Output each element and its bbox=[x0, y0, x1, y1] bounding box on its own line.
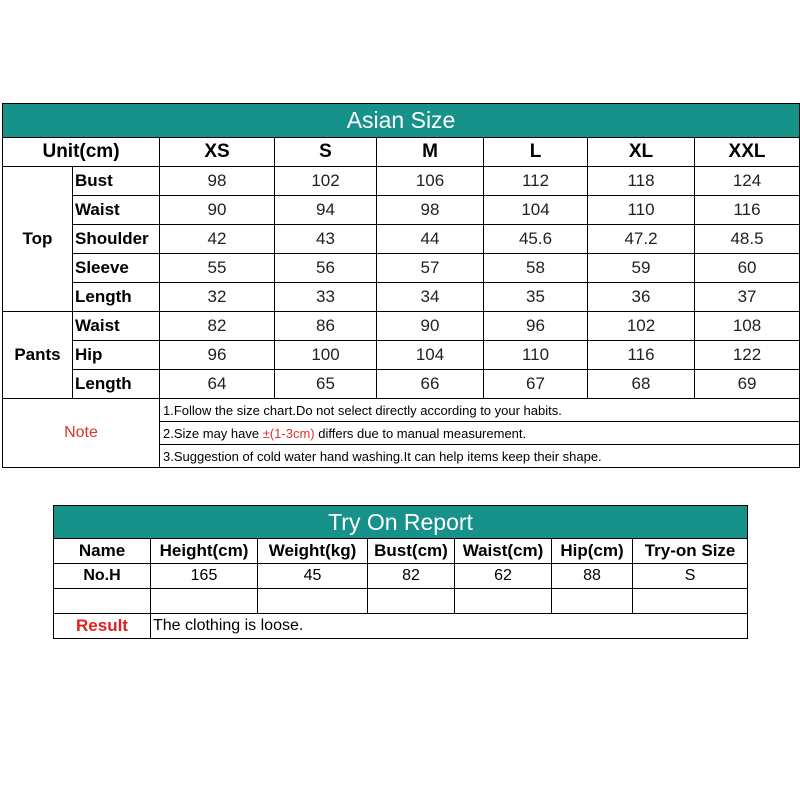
measure-value: 32 bbox=[160, 283, 275, 312]
measure-value: 110 bbox=[484, 341, 588, 370]
note-line-1: 1.Follow the size chart.Do not select directly according to your habits. bbox=[160, 399, 800, 422]
measure-value: 58 bbox=[484, 254, 588, 283]
table-row bbox=[3, 370, 800, 399]
measure-value: 65 bbox=[275, 370, 377, 399]
try-on-header: Try-on Size bbox=[633, 539, 748, 564]
measure-value: 118 bbox=[588, 167, 695, 196]
measure-value: 90 bbox=[160, 196, 275, 225]
measure-label: Length bbox=[73, 283, 160, 312]
table-row bbox=[3, 312, 800, 341]
measure-value: 36 bbox=[588, 283, 695, 312]
try-on-header: Name bbox=[54, 539, 151, 564]
size-header-m: M bbox=[377, 138, 484, 167]
measure-value: 55 bbox=[160, 254, 275, 283]
measure-value: 33 bbox=[275, 283, 377, 312]
measure-value: 67 bbox=[484, 370, 588, 399]
try-on-header: Bust(cm) bbox=[368, 539, 455, 564]
try-on-value: 45 bbox=[258, 564, 368, 589]
table-row bbox=[3, 167, 800, 196]
size-header-s: S bbox=[275, 138, 377, 167]
table-row bbox=[3, 225, 800, 254]
measure-label: Length bbox=[73, 370, 160, 399]
measure-value: 110 bbox=[588, 196, 695, 225]
note-line-2-tail: differs due to manual measurement. bbox=[314, 425, 527, 441]
empty-cell bbox=[151, 589, 258, 614]
measure-value: 98 bbox=[377, 196, 484, 225]
empty-cell bbox=[54, 589, 151, 614]
empty-cell bbox=[368, 589, 455, 614]
try-on-value: 88 bbox=[552, 564, 633, 589]
table-row bbox=[3, 196, 800, 225]
size-header-xl: XL bbox=[588, 138, 695, 167]
measure-value: 124 bbox=[695, 167, 800, 196]
pants-group-label: Pants bbox=[3, 312, 73, 399]
measure-value: 35 bbox=[484, 283, 588, 312]
table-row bbox=[3, 283, 800, 312]
measure-value: 48.5 bbox=[695, 225, 800, 254]
measure-value: 47.2 bbox=[588, 225, 695, 254]
measure-value: 94 bbox=[275, 196, 377, 225]
empty-cell bbox=[552, 589, 633, 614]
try-on-title: Try On Report bbox=[54, 506, 748, 539]
note-label: Note bbox=[3, 399, 160, 468]
measure-value: 86 bbox=[275, 312, 377, 341]
measure-value: 90 bbox=[377, 312, 484, 341]
measure-value: 96 bbox=[484, 312, 588, 341]
note-tolerance: ±(1-3cm) bbox=[262, 425, 315, 441]
tester-name: No.H bbox=[54, 564, 151, 589]
try-on-header: Waist(cm) bbox=[455, 539, 552, 564]
size-header-xs: XS bbox=[160, 138, 275, 167]
size-chart-table bbox=[2, 103, 800, 468]
measure-value: 82 bbox=[160, 312, 275, 341]
empty-cell bbox=[633, 589, 748, 614]
measure-value: 104 bbox=[377, 341, 484, 370]
measure-value: 116 bbox=[588, 341, 695, 370]
empty-cell bbox=[258, 589, 368, 614]
result-text: The clothing is loose. bbox=[151, 614, 748, 639]
size-header-xxl: XXL bbox=[695, 138, 800, 167]
measure-value: 69 bbox=[695, 370, 800, 399]
try-on-header: Hip(cm) bbox=[552, 539, 633, 564]
measure-value: 102 bbox=[588, 312, 695, 341]
table-row bbox=[3, 341, 800, 370]
note-line-3: 3.Suggestion of cold water hand washing.It can help items keep their shape. bbox=[160, 445, 800, 468]
measure-value: 37 bbox=[695, 283, 800, 312]
measure-label: Waist bbox=[73, 196, 160, 225]
note-line-2 bbox=[160, 422, 800, 445]
measure-value: 122 bbox=[695, 341, 800, 370]
unit-label: Unit(cm) bbox=[3, 138, 160, 167]
measure-value: 100 bbox=[275, 341, 377, 370]
top-group-label: Top bbox=[3, 167, 73, 312]
measure-value: 66 bbox=[377, 370, 484, 399]
measure-value: 34 bbox=[377, 283, 484, 312]
try-on-header: Height(cm) bbox=[151, 539, 258, 564]
measure-label: Sleeve bbox=[73, 254, 160, 283]
table-row bbox=[3, 254, 800, 283]
measure-value: 108 bbox=[695, 312, 800, 341]
measure-value: 104 bbox=[484, 196, 588, 225]
measure-value: 102 bbox=[275, 167, 377, 196]
try-on-report-table bbox=[53, 505, 748, 639]
measure-value: 43 bbox=[275, 225, 377, 254]
measure-value: 68 bbox=[588, 370, 695, 399]
measure-label: Bust bbox=[73, 167, 160, 196]
measure-value: 59 bbox=[588, 254, 695, 283]
try-on-value: 62 bbox=[455, 564, 552, 589]
result-label: Result bbox=[54, 614, 151, 639]
measure-label: Waist bbox=[73, 312, 160, 341]
measure-value: 45.6 bbox=[484, 225, 588, 254]
measure-label: Shoulder bbox=[73, 225, 160, 254]
try-on-header: Weight(kg) bbox=[258, 539, 368, 564]
measure-value: 56 bbox=[275, 254, 377, 283]
empty-row bbox=[54, 589, 748, 614]
measure-value: 64 bbox=[160, 370, 275, 399]
measure-value: 96 bbox=[160, 341, 275, 370]
measure-value: 106 bbox=[377, 167, 484, 196]
try-on-value: 165 bbox=[151, 564, 258, 589]
measure-value: 116 bbox=[695, 196, 800, 225]
measure-label: Hip bbox=[73, 341, 160, 370]
size-header-l: L bbox=[484, 138, 588, 167]
measure-value: 42 bbox=[160, 225, 275, 254]
size-chart-title: Asian Size bbox=[3, 104, 800, 138]
measure-value: 44 bbox=[377, 225, 484, 254]
empty-cell bbox=[455, 589, 552, 614]
measure-value: 112 bbox=[484, 167, 588, 196]
measure-value: 98 bbox=[160, 167, 275, 196]
note-line-2-text: 2.Size may have bbox=[163, 425, 263, 441]
try-on-value: S bbox=[633, 564, 748, 589]
measure-value: 57 bbox=[377, 254, 484, 283]
measure-value: 60 bbox=[695, 254, 800, 283]
try-on-value: 82 bbox=[368, 564, 455, 589]
